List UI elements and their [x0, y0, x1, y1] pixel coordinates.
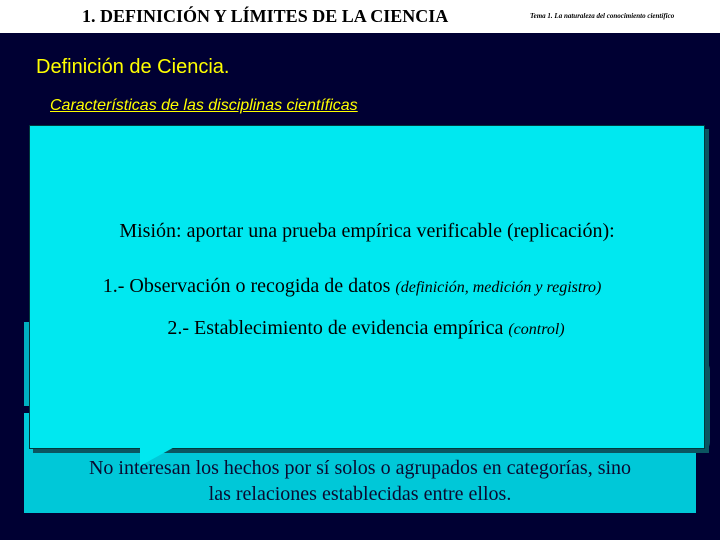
slide-header-subtitle: Tema 1. La naturaleza del conocimiento científico: [530, 12, 675, 20]
conclusion-line-2: las relaciones establecidas entre ellos.: [208, 483, 512, 505]
mission-item-2: [29, 317, 703, 340]
mission-callout: [29, 125, 705, 449]
section-subtitle: Características de las disciplinas científicas: [50, 97, 358, 114]
mission-item-2-note: (control): [508, 321, 565, 338]
mission-item-1-note: (definición, medición y registro): [395, 279, 602, 296]
header-bar: [0, 0, 720, 33]
mission-item-1: [15, 275, 689, 298]
slide-header-title: 1. DEFINICIÓN Y LÍMITES DE LA CIENCIA: [82, 6, 449, 26]
mission-line: Misión: aportar una prueba empírica verificable (replicación):: [119, 220, 615, 242]
conclusion-text: [24, 455, 696, 507]
section-title: Definición de Ciencia.: [36, 56, 230, 78]
mission-item-1-main: 1.- Observación o recogida de datos: [102, 275, 391, 297]
conclusion-line-1: No interesan los hechos por sí solos o agrupados en categorías, sino: [88, 457, 632, 479]
callout-pointer: [140, 444, 180, 466]
mission-item-2-main: 2.- Establecimiento de evidencia empírica: [167, 317, 504, 339]
